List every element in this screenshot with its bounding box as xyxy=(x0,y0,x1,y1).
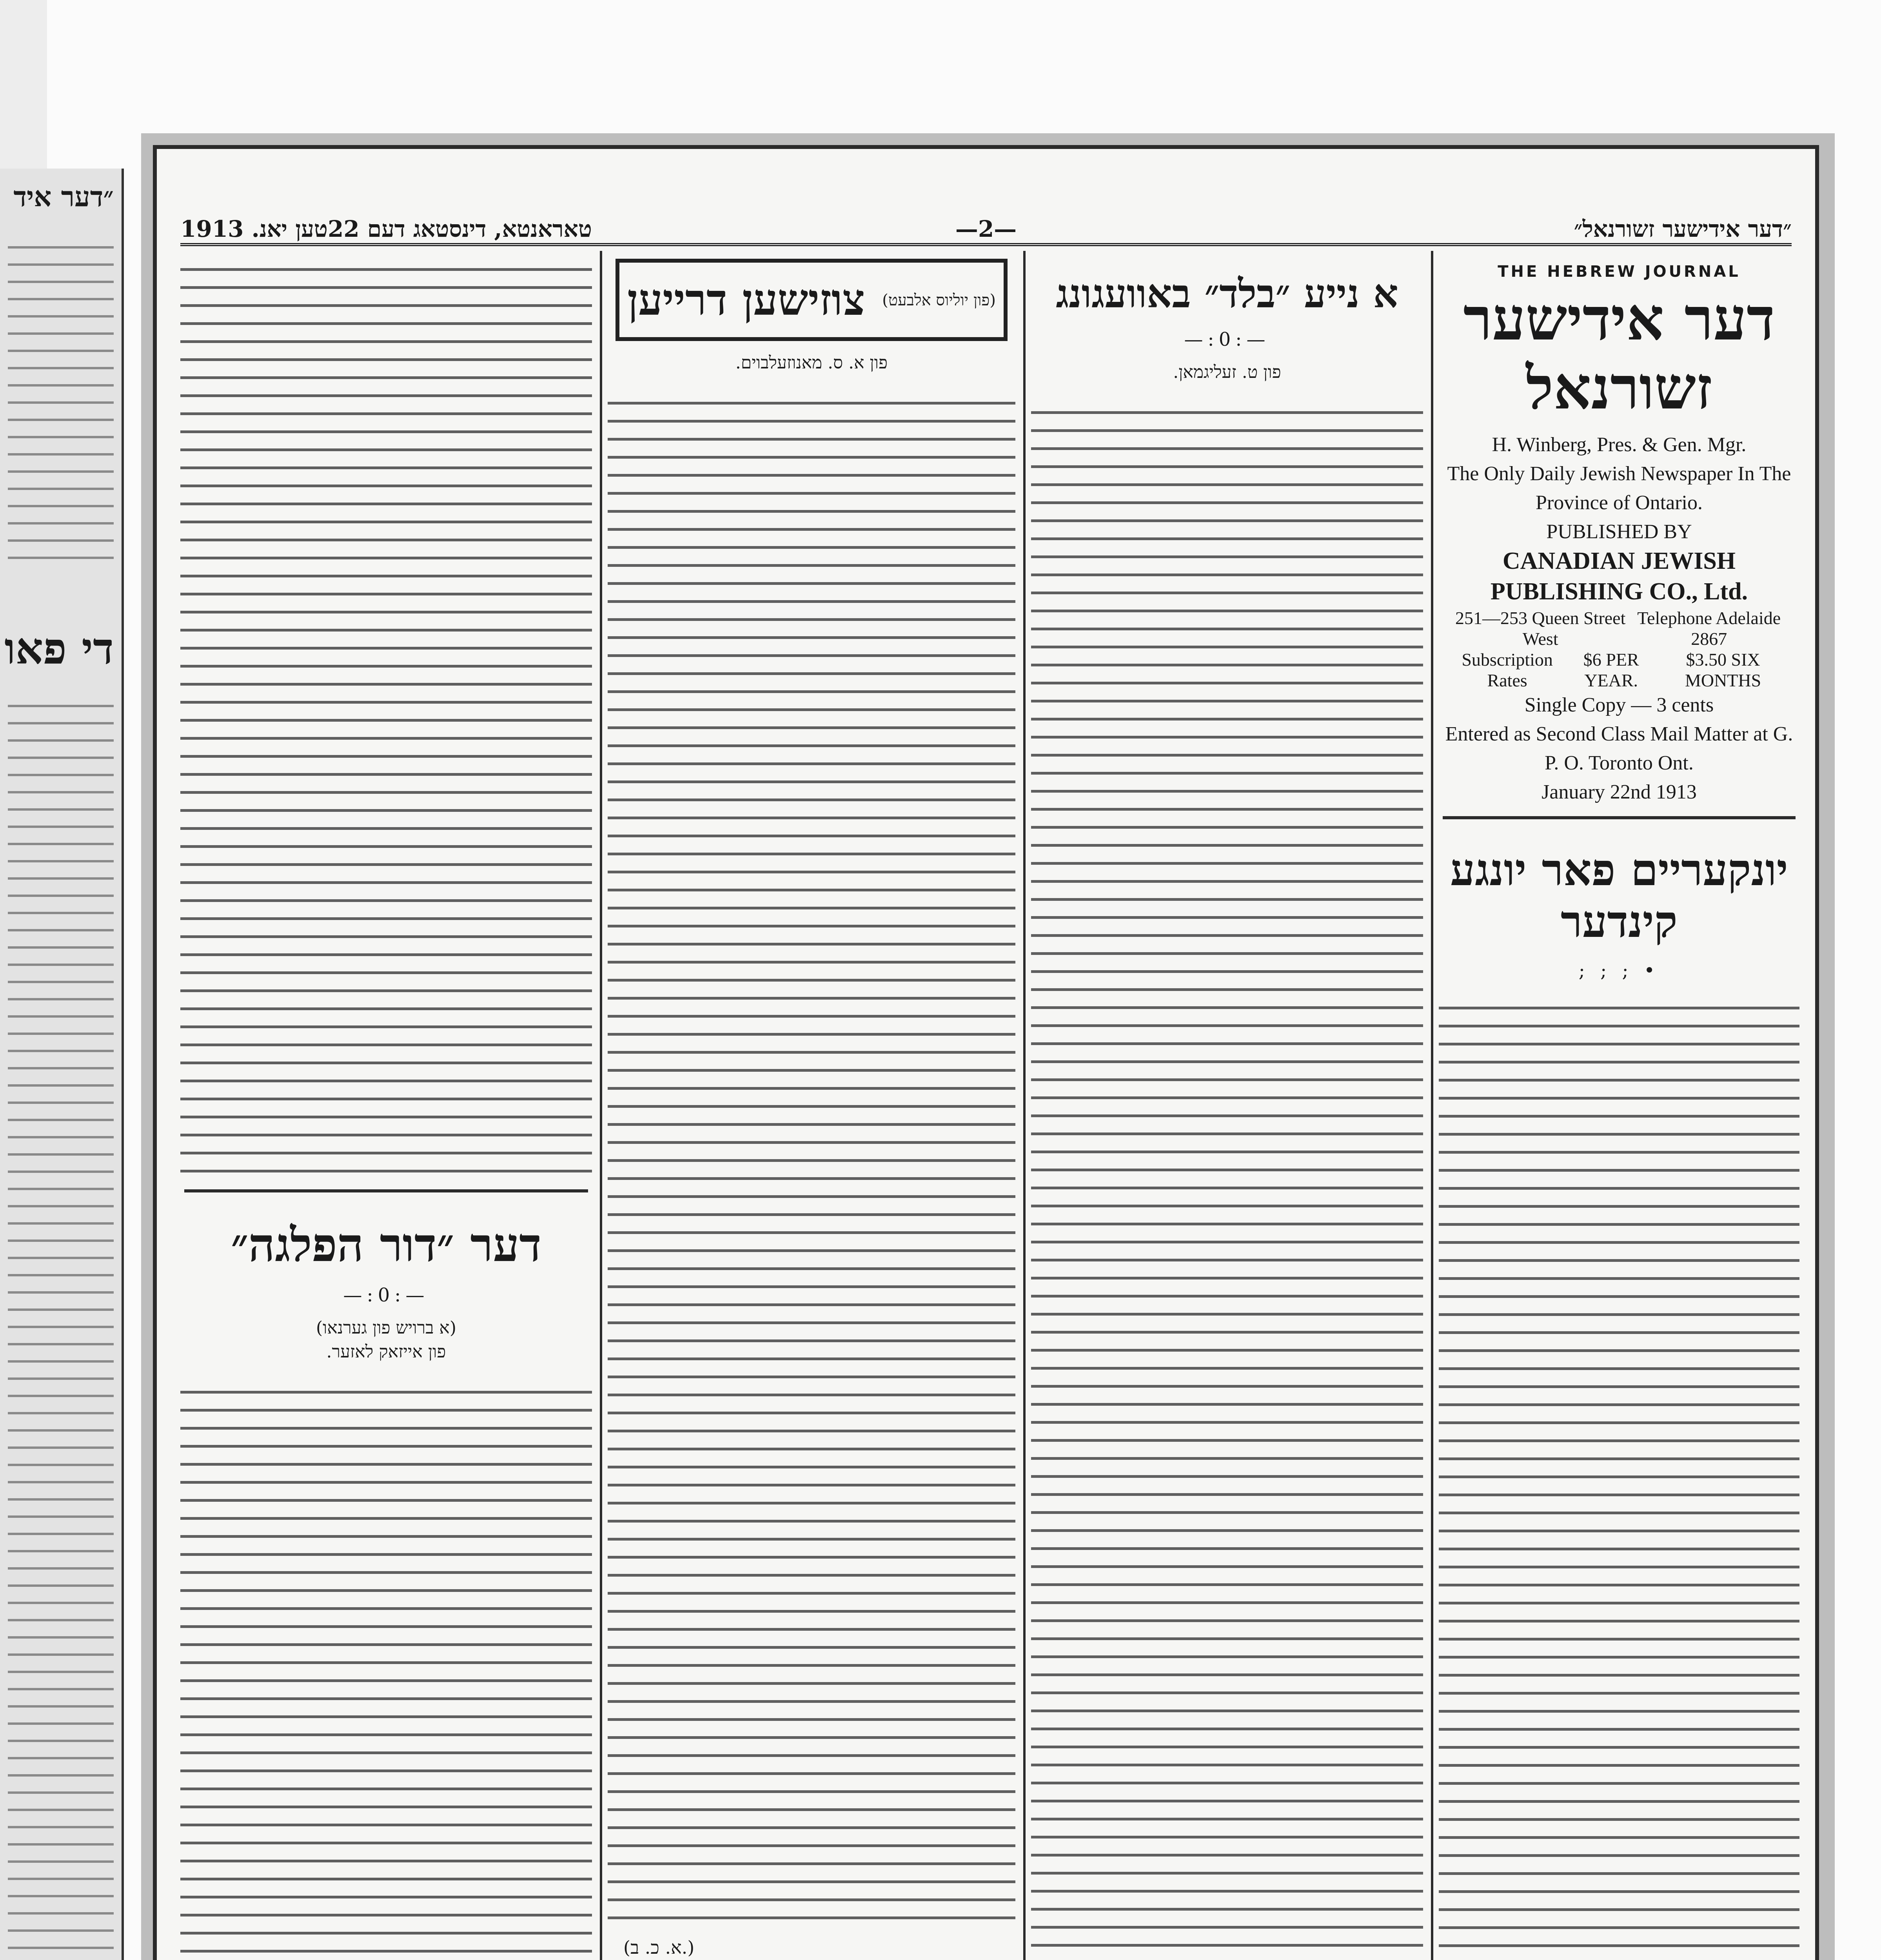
article-byline: פון ט. זעליגמאן. xyxy=(1173,362,1281,382)
article-byline: (א ברויש פון גערנאו) xyxy=(316,1318,456,1338)
masthead-address: 251—253 Queen Street West xyxy=(1455,608,1626,649)
section-divider xyxy=(184,1189,588,1192)
column-rule xyxy=(600,619,602,643)
header-page-number: —2— xyxy=(955,216,1017,242)
column-rule xyxy=(600,251,602,1960)
article-headline: א נייע ״בלד״ באוועגונג xyxy=(1056,270,1398,317)
masthead-rates-year: $6 PER YEAR. xyxy=(1583,650,1639,690)
masthead-president: H. Winberg, Pres. & Gen. Mgr. xyxy=(1492,434,1747,456)
masthead-tagline: The Only Daily Jewish Newspaper In The Province of Ontario. xyxy=(1447,463,1791,514)
article-body xyxy=(180,1377,592,1960)
column-rule xyxy=(1431,251,1433,1960)
article-headline: יונקעריים פאר יונגע קינדער xyxy=(1450,844,1788,947)
header-paper-name: ״דער אידישער זשורנאל״ xyxy=(1574,216,1792,242)
masthead xyxy=(1439,255,1799,807)
header-date: טאראנטא, דינסטאג דעם 22טען יאנ. 1913 xyxy=(180,216,592,242)
masthead-rates-half: $3.50 SIX MONTHS xyxy=(1685,650,1761,690)
article-headline: דער ״דור הפלגה״ xyxy=(231,1218,542,1272)
column-4 xyxy=(180,255,592,1960)
article-body xyxy=(1031,398,1423,1960)
headline-ornament: —:0:— xyxy=(1184,328,1270,350)
article-byline: פון א. ס. מאנוזעלבוים. xyxy=(735,353,888,373)
article-signature: (א. כ. ב.) xyxy=(623,1937,695,1958)
masthead-rates-label: Subscription Rates xyxy=(1462,650,1553,690)
headline-ornament: • ; ; ; xyxy=(1578,960,1660,982)
column-3 xyxy=(608,255,1015,1960)
masthead-telephone: Telephone Adelaide 2867 xyxy=(1637,608,1781,649)
masthead-published-by: PUBLISHED BY xyxy=(1546,521,1692,543)
newspaper-page xyxy=(153,145,1819,1960)
column-rule xyxy=(1023,251,1026,1960)
article-body xyxy=(1439,993,1799,1960)
article-body xyxy=(608,388,1015,1929)
previous-page-headline: די פאו xyxy=(4,623,114,674)
masthead-address-row xyxy=(1439,608,1799,649)
article-body xyxy=(180,255,592,1180)
running-header xyxy=(180,208,1792,246)
article-sub-byline: (פון יוליוס אלבעט) xyxy=(882,291,996,309)
previous-page-text xyxy=(8,690,114,1960)
article-byline-author: פון אייזאק לאזער. xyxy=(326,1342,446,1362)
masthead-title: דער אידישער זשורנאל xyxy=(1463,285,1775,423)
masthead-company: CANADIAN JEWISH PUBLISHING CO., Ltd. xyxy=(1490,548,1748,605)
article-headline: צוזישען דרייען xyxy=(627,274,865,325)
column-2 xyxy=(1031,255,1423,1960)
masthead-rates-row xyxy=(1439,649,1799,691)
previous-page-text xyxy=(8,231,114,564)
previous-page-edge xyxy=(0,169,124,1960)
masthead-english-name: THE HEBREW JOURNAL xyxy=(1498,263,1741,281)
masthead-divider xyxy=(1443,816,1796,819)
previous-page-title: ״דער איד xyxy=(13,180,114,213)
headline-ornament: —:0:— xyxy=(343,1284,429,1306)
masthead-single-copy: Single Copy — 3 cents xyxy=(1524,694,1714,716)
masthead-date: January 22nd 1913 xyxy=(1541,781,1697,803)
masthead-entered: Entered as Second Class Mail Matter at G. P. O. Toronto Ont. xyxy=(1445,723,1793,774)
column-masthead xyxy=(1439,255,1799,1960)
article-headline-box xyxy=(616,259,1008,341)
